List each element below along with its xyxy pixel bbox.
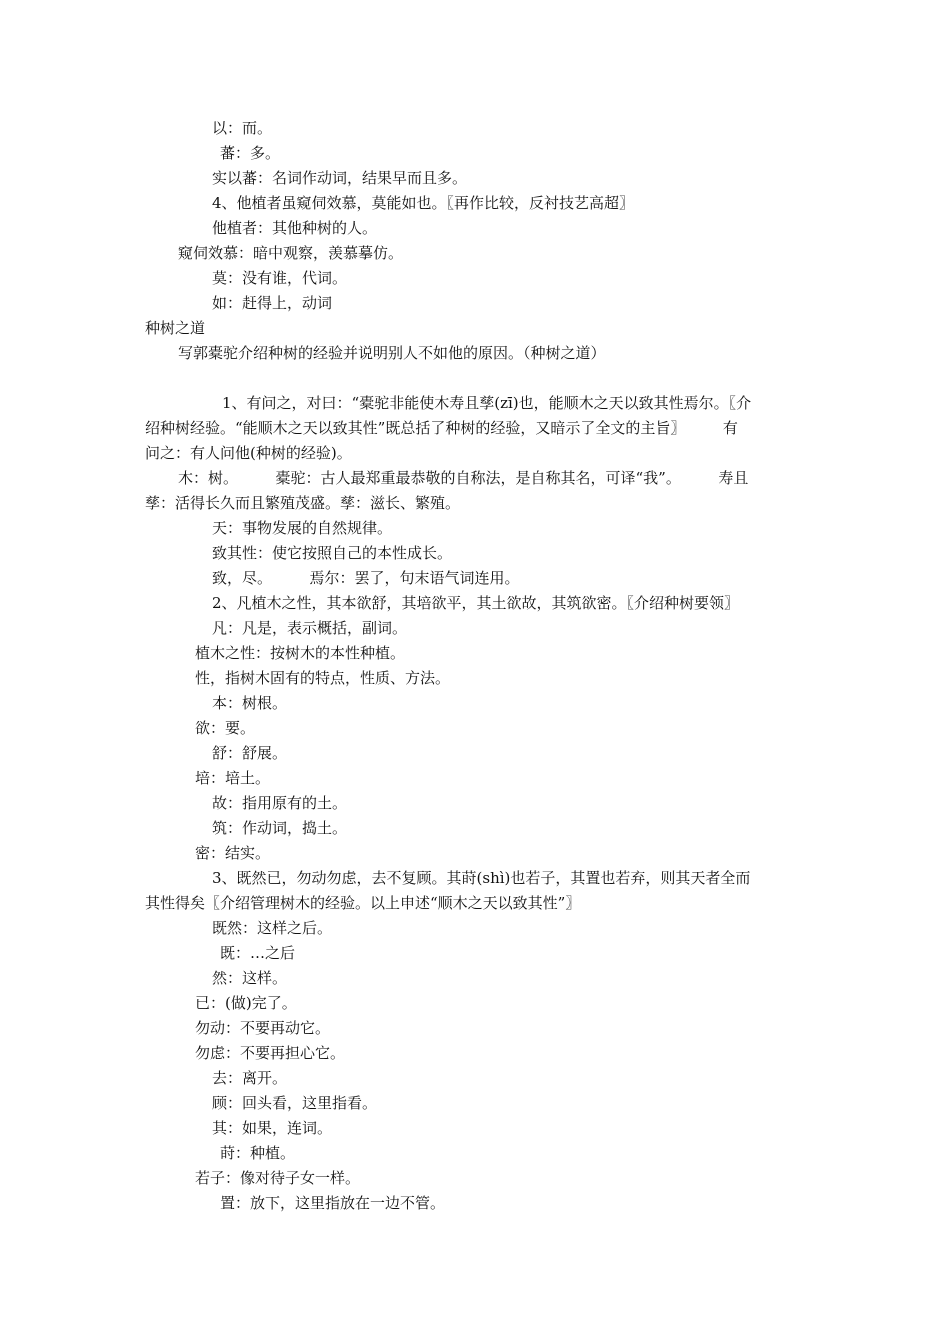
note-line: 植木之性：按树木的本性种植。: [195, 644, 406, 662]
paragraph-line: 问之：有人问他(种树的经验)。: [145, 444, 352, 462]
note-line: 勿虑：不要再担心它。: [195, 1044, 346, 1062]
note-line: 若子：像对待子女一样。: [195, 1169, 361, 1187]
note-line: 故：指用原有的土。: [212, 794, 348, 812]
note-line: 如：赶得上，动词: [212, 294, 333, 312]
sentence-line: 4、他植者虽窥伺效慕，莫能如也。〖再作比较，反衬技艺高超〗: [212, 194, 635, 212]
paragraph-line: 孳：活得长久而且繁殖茂盛。孳：滋长、繁殖。: [145, 494, 461, 512]
note-line: 蕃：多。: [220, 144, 281, 162]
note-line: 他植者：其他种树的人。: [212, 219, 378, 237]
note-line: 莫：没有谁，代词。: [212, 269, 348, 287]
note-line: 已：(做)完了。: [195, 994, 297, 1012]
note-line: 既然：这样之后。: [212, 919, 333, 937]
paragraph-line: 1、有问之，对曰：“橐驼非能使木寿且孳(zī)也，能顺木之天以致其性焉尔。〖介: [222, 394, 752, 412]
section-title: 种树之道: [145, 319, 206, 337]
note-line: 舒：舒展。: [212, 744, 288, 762]
note-line: 凡：凡是，表示概括，副词。: [212, 619, 408, 637]
note-line: 培：培土。: [195, 769, 271, 787]
note-line: 密：结实。: [195, 844, 271, 862]
note-line: 致，尽。 焉尔：罢了，句末语气词连用。: [212, 569, 520, 587]
sentence-line: 2、凡植木之性，其本欲舒，其培欲平，其土欲故，其筑欲密。〖介绍种树要领〗: [212, 594, 740, 612]
note-line: 致其性：使它按照自己的本性成长。: [212, 544, 453, 562]
note-line: 实以蕃：名词作动词，结果早而且多。: [212, 169, 468, 187]
paragraph-line: 其性得矣〖介绍管理树木的经验。以上申述“顺木之天以致其性”〗: [145, 894, 581, 912]
note-line: 欲：要。: [195, 719, 256, 737]
note-line: 去：离开。: [212, 1069, 288, 1087]
note-line: 筑：作动词，捣土。: [212, 819, 348, 837]
note-line: 置：放下，这里指放在一边不管。: [220, 1194, 446, 1212]
note-line: 莳：种植。: [220, 1144, 296, 1162]
note-line: 其：如果，连词。: [212, 1119, 333, 1137]
note-line: 顾：回头看，这里指看。: [212, 1094, 378, 1112]
note-line: 既：…之后: [220, 944, 296, 962]
note-line: 窥伺效慕：暗中观察，羡慕摹仿。: [178, 244, 404, 262]
paragraph-line: 绍种树经验。“能顺木之天以致其性”既总括了种树的经验，又暗示了全文的主旨〗 有: [145, 419, 738, 437]
note-line: 本：树根。: [212, 694, 288, 712]
paragraph-line: 木：树。 橐驼：古人最郑重最恭敬的自称法，是自称其名，可译“我”。 寿且: [178, 469, 749, 487]
note-line: 然：这样。: [212, 969, 288, 987]
section-intro: 写郭橐驼介绍种树的经验并说明别人不如他的原因。（种树之道）: [178, 344, 606, 362]
note-line: 性，指树木固有的特点，性质、方法。: [195, 669, 451, 687]
paragraph-line: 3、既然已，勿动勿虑，去不复顾。其莳(shì)也若子，其置也若弃，则其天者全而: [212, 869, 751, 887]
note-line: 勿动：不要再动它。: [195, 1019, 331, 1037]
note-line: 以：而。: [212, 119, 273, 137]
note-line: 天：事物发展的自然规律。: [212, 519, 393, 537]
